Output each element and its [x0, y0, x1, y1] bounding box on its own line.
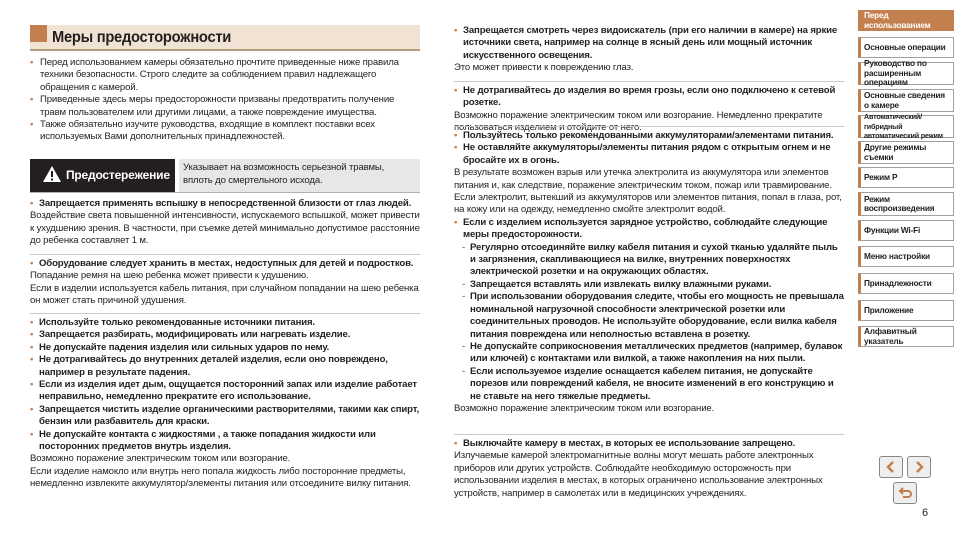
section-text: В результате возможен взрыв или утечка электролита из аккумулятора или элементов питания и, как следствие, поражение электрическим током, пожар или травмирование. Если электролит, вытекший из аккумуляторов или элементов питания, попал в глаза, рот, на кожу или на одежду, немедленно смойте электролит водой. — [454, 167, 842, 216]
sidebar-item-basic-operations[interactable] — [858, 37, 954, 58]
sidebar-item-label: Режим воспроизведения — [864, 193, 935, 213]
warning-description: Указывает на возможность серьезной травмы, вплоть до смертельного исхода. — [179, 159, 420, 192]
sidebar-item-index[interactable] — [858, 326, 954, 347]
dash-item: - Если используемое изделие оснащается кабелем питания, не допускайте порезов или повреждений кабеля, не вносите изменений в его конструкцию и не ставьте на него тяжелые предметы. — [462, 365, 834, 402]
sidebar-item-label: Основные операции — [864, 41, 946, 52]
section-text: Если изделие намокло или внутрь него попала жидкость либо посторонние предметы, немедленно извлеките аккумулятор/элементы питания или отсоедините вилку питания. — [30, 465, 411, 490]
sidebar-item-label: Функции Wi-Fi — [864, 224, 921, 235]
sidebar-item-label: Перед использованием — [864, 10, 931, 30]
section-text: Возможно поражение электрическим током или возгорание. Немедленно прекратите пользоваться изделием и отойдите от него. — [454, 109, 823, 134]
warning-item: • Запрещается смотреть через видоискатель (при его наличии в камере) на яркие источники света, например на солнце в ясный день или мощный источник искусственного освещения. — [454, 25, 844, 62]
section-power — [30, 313, 420, 491]
sidebar-item-label: Алфавитный указатель — [864, 326, 917, 346]
warning-item: • Используйте только рекомендованные источники питания. — [30, 317, 420, 329]
divider — [30, 192, 420, 193]
warning-legend — [30, 159, 420, 192]
dash-item: - Не допускайте соприкосновения металлических предметов (например, булавок или ключей) с контактами или вилкой, а также накопления на них пыли. — [462, 340, 843, 365]
intro-item: • Также обязательно изучите руководства, входящие в комплект поставки всех используемых Вами дополнительных принадлежностей. — [30, 119, 420, 144]
section-restricted-areas — [454, 434, 844, 500]
next-page-button[interactable] — [907, 456, 931, 478]
sidebar-item-label: Принадлежности — [864, 277, 932, 288]
dash-item-text: Не допускайте соприкосновения металлических предметов (например, булавок или ключей) с контактами или вилкой, а также накопления на них пыли. — [470, 340, 843, 365]
warning-label: Предостережение — [66, 168, 170, 182]
warning-item: • Запрещается применять вспышку в непосредственной близости от глаз людей. — [30, 198, 420, 210]
warning-item: • Не допускайте контакта с жидкостями , а также попадания жидкости или посторонних предметов внутрь изделия. — [30, 429, 420, 454]
warning-item: • Не дотрагивайтесь до внутренних деталей изделия, если оно повреждено, например в результате падения. — [30, 354, 420, 379]
dash-item: - Запрещается вставлять или извлекать вилку влажными руками. — [462, 278, 772, 290]
section-flash — [30, 198, 420, 248]
sidebar-item-label: Основные сведения о камере — [864, 90, 945, 110]
section-text: Если в изделии используется кабель питания, при случайном попадании на шею ребенка он может стать причиной удушения. — [30, 282, 419, 307]
sidebar-item-p-mode[interactable] — [858, 167, 954, 188]
intro-list — [30, 57, 420, 144]
sidebar-item-before-use[interactable] — [858, 10, 954, 31]
sidebar-item-label: Режим P — [864, 171, 898, 182]
section-text: Попадание ремня на шею ребенка может привести к удушению. — [30, 270, 309, 282]
warning-item: • Не допускайте падения изделия или сильных ударов по нему. — [30, 342, 420, 354]
warning-item: • Если с изделием используется зарядное устройство, соблюдайте следующие меры предосторожности. — [454, 217, 844, 242]
sidebar-item-setup-menu[interactable] — [858, 246, 954, 267]
sidebar-item-advanced-guide[interactable] — [858, 58, 954, 88]
section-text: Возможно поражение электрическим током или возгорание. — [30, 453, 291, 465]
warning-item: • Оборудование следует хранить в местах, недоступных для детей и подростков. — [30, 258, 420, 270]
sidebar-item-auto-mode[interactable] — [858, 112, 954, 141]
dash-item-text: Запрещается вставлять или извлекать вилку влажными руками. — [470, 278, 772, 290]
section-text: Возможно поражение электрическим током или возгорание. — [454, 402, 715, 414]
sidebar-item-label: Автоматический/гибридный автоматический режим — [864, 112, 943, 141]
dash-item: - Регулярно отсоединяйте вилку кабеля питания и сухой тканью удаляйте пыль и загрязнения, скапливающиеся на вилке, внутренних поверхностях электрической розетки и на окружающих областях. — [462, 241, 838, 278]
warning-item: • Запрещается разбирать, модифицировать или нагревать изделие. — [30, 329, 420, 341]
sidebar-item-label: Меню настройки — [864, 250, 930, 261]
section-children — [30, 254, 420, 308]
sidebar-item-label: Приложение — [864, 304, 914, 315]
warning-triangle-icon — [42, 165, 62, 183]
dash-item: - При использовании оборудования следите, чтобы его мощность не превышала номинальной нагрузочной способности электрической розетки или соединительных проводов. Не используйте оборудование, если вилка кабеля питания повреждена или неполностью вставлена в розетку. — [462, 291, 844, 340]
title-marker — [30, 25, 47, 42]
sidebar-item-other-modes[interactable] — [858, 141, 954, 164]
intro-item: • Приведенные здесь меры предосторожности призваны предотвратить получение травм пользователем или другими лицами, а также повреждение имущества. — [30, 94, 420, 119]
warning-item: • Если из изделия идет дым, ощущается посторонний запах или изделие работает неправильно, немедленно прекратите его использование. — [30, 379, 420, 404]
arrow-right-icon — [912, 460, 926, 474]
sidebar-item-accessories[interactable] — [858, 273, 954, 294]
sidebar-item-camera-basics[interactable] — [858, 89, 954, 112]
page-title: Меры предосторожности — [52, 29, 232, 46]
arrow-left-icon — [884, 460, 898, 474]
page-number: 6 — [922, 507, 929, 519]
dash-item-text: Регулярно отсоединяйте вилку кабеля питания и сухой тканью удаляйте пыль и загрязнения, скапливающиеся на вилке, внутренних поверхностях электрической розетки и на окружающих областях. — [470, 241, 838, 278]
sidebar-item-label: Другие режимы съемки — [864, 142, 927, 162]
page-title-bar — [30, 25, 420, 51]
intro-item: • Перед использованием камеры обязательно прочтите приведенные ниже правила техники безопасности. Строго следите за соблюдением правил надлежащего обращения с камерой. — [30, 57, 420, 94]
back-button[interactable] — [893, 482, 917, 504]
section-viewfinder — [454, 25, 844, 75]
sidebar-item-appendix[interactable] — [858, 300, 954, 321]
sidebar-item-playback[interactable] — [858, 192, 954, 216]
sidebar-item-label: Руководство по расширенным операциям — [864, 58, 927, 88]
warning-item: • Не дотрагивайтесь до изделия во время грозы, если оно подключено к сетевой розетке. — [454, 85, 844, 110]
prev-page-button[interactable] — [879, 456, 903, 478]
warning-label-box — [30, 159, 175, 192]
section-batteries — [454, 126, 844, 415]
sidebar-item-wifi[interactable] — [858, 220, 954, 241]
section-text: Это может привести к повреждению глаз. — [454, 62, 634, 74]
dash-item-text: При использовании оборудования следите, чтобы его мощность не превышала номинальной нагрузочной способности электрической розетки или соединительных проводов. Не используйте оборудование, если вилка кабеля питания повреждена или неполностью вставлена в розетку. — [470, 291, 844, 340]
warning-item: • Запрещается чистить изделие органическими растворителями, такими как спирт, бензин или разбавитель для краски. — [30, 404, 420, 429]
warning-item: • Выключайте камеру в местах, в которых ее использование запрещено. — [454, 438, 844, 450]
warning-item: • Не оставляйте аккумуляторы/элементы питания рядом с открытым огнем и не бросайте их в огонь. — [454, 142, 844, 167]
dash-item-text: Если используемое изделие оснащается кабелем питания, не допускайте порезов или повреждений кабеля, не вносите изменений в его конструкцию и не ставьте на него тяжелые предметы. — [470, 365, 834, 402]
section-text: Излучаемые камерой электромагнитные волны могут мешать работе электронных приборов или других устройств. Соблюдайте необходимую осторожность при использовании изделия в местах, в которых ограничено использование электронных устройств, например в самолетах или в медицинских учреждениях. — [454, 450, 823, 499]
section-text: Воздействие света повышенной интенсивности, испускаемого вспышкой, может привести к ухудшению зрения. В частности, при съемке детей минимально допустимое расстояние до ребенка составляет 1 м. — [30, 210, 420, 247]
return-icon — [897, 486, 913, 500]
warning-item: • Пользуйтесь только рекомендованными аккумуляторами/элементами питания. — [454, 130, 844, 142]
